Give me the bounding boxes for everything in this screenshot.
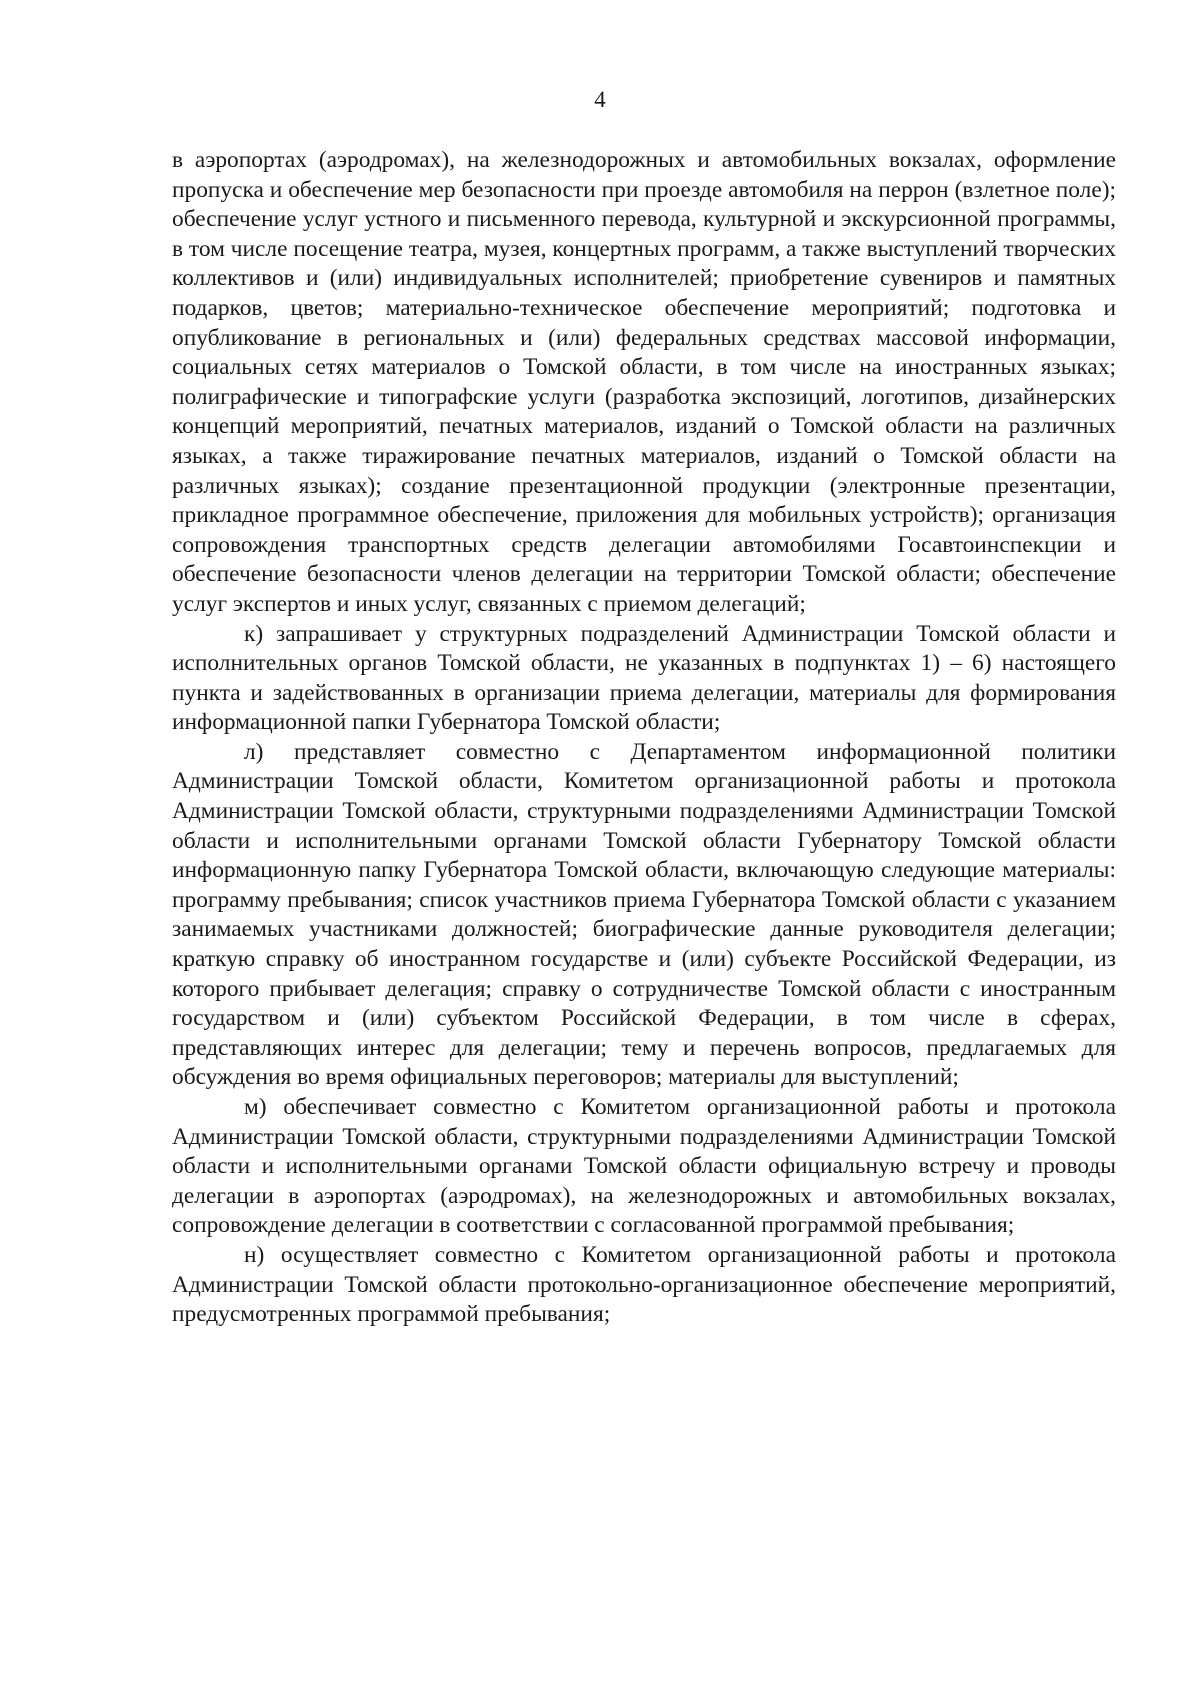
paragraph-item-l: л) представляет совместно с Департаментом информационной политики Администрации Томской области, Комитетом организационной работы и протокола Администрации Томской области, структурными подразделениями Администрации Томской области и исполнительными органами Томской области Губернатору Томской области информационную папку Губернатора Томской области, включающую следующие материалы: программу пребывания; список участников приема Губернатора Томской области с указанием занимаемых участниками должностей; биографические данные руководителя делегации; краткую справку об иностранном государстве и (или) субъекте Российской Федерации, из которого прибывает делегация; справку о сотрудничестве Томской области с иностранным государством и (или) субъектом Российской Федерации, в том числе в сферах, представляющих интерес для делегации; тему и перечень вопросов, предлагаемых для обсуждения во время официальных переговоров; материалы для выступлений; bbox=[172, 738, 1116, 1091]
paragraph-item-n: н) осуществляет совместно с Комитетом организационной работы и протокола Администрации Томской области протокольно-организационное обеспечение мероприятий, предусмотренных программой пребывания; bbox=[172, 1241, 1116, 1328]
page-number: 4 bbox=[594, 87, 606, 112]
paragraph-item-k: к) запрашивает у структурных подразделений Администрации Томской области и исполнительных органов Томской области, не указанных в подпунктах 1) – 6) настоящего пункта и задействованных в организации приема делегации, материалы для формирования информационной папки Губернатора Томской области; bbox=[172, 620, 1116, 736]
document-body bbox=[172, 146, 1116, 1330]
paragraph-item-m: м) обеспечивает совместно с Комитетом организационной работы и протокола Администрации Томской области, структурными подразделениями Администрации Томской области и исполнительными органами Томской области официальную встречу и проводы делегации в аэропортах (аэродромах), на железнодорожных и автомобильных вокзалах, сопровождение делегации в соответствии с согласованной программой пребывания; bbox=[172, 1094, 1116, 1239]
paragraph-continuation: в аэропортах (аэродромах), на железнодорожных и автомобильных вокзалах, оформление пропуска и обеспечение мер безопасности при проезде автомобиля на перрон (взлетное поле); обеспечение услуг устного и письменного перевода, культурной и экскурсионной программы, в том числе посещение театра, музея, концертных программ, а также выступлений творческих коллективов и (или) индивидуальных исполнителей; приобретение сувениров и памятных подарков, цветов; материально-техническое обеспечение мероприятий; подготовка и опубликование в региональных и (или) федеральных средствах массовой информации, социальных сетях материалов о Томской области, в том числе на иностранных языках; полиграфические и типографские услуги (разработка экспозиций, логотипов, дизайнерских концепций мероприятий, печатных материалов, изданий о Томской области на различных языках, а также тиражирование печатных материалов, изданий о Томской области на различных языках); создание презентационной продукции (электронные презентации, прикладное программное обеспечение, приложения для мобильных устройств); организация сопровождения транспортных средств делегации автомобилями Госавтоинспекции и обеспечение безопасности членов делегации на территории Томской области; обеспечение услуг экспертов и иных услуг, связанных с приемом делегаций; bbox=[172, 147, 1116, 617]
